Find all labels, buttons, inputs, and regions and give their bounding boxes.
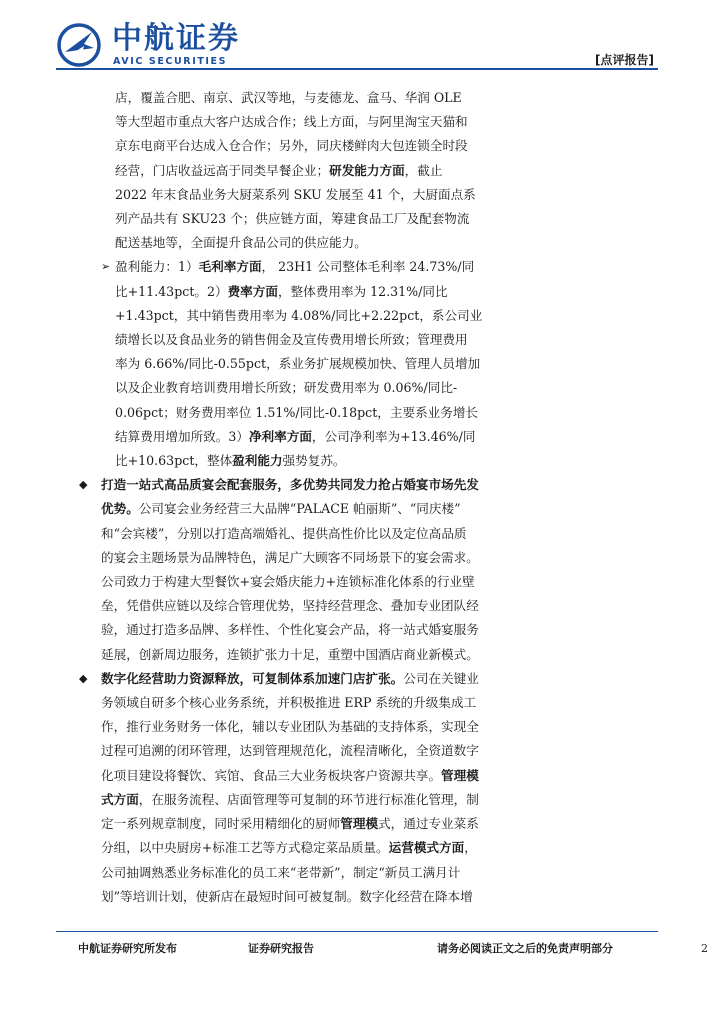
emphasis-text: 毛利率方面 [198,259,262,275]
text-line: 和“会宾楼”，分别以打造高端婚礼、提供高性价比以及定位高品质 [101,525,467,541]
page-number: 2 [701,942,708,955]
emphasis-text: 优势。 [101,501,139,517]
text-line: 划”等培训计划，使新店在最短时间可被复制。数字化经营在降本增 [101,888,473,904]
text-line: 经营，门店收益远高于同类早餐企业；研发能力方面，截止 [115,162,443,178]
emphasis-text: 数字化经营助力资源释放，可复制体系加速门店扩张。 [101,670,404,686]
company-logo [56,22,256,68]
avic-plane-icon [56,22,102,68]
text-line: 绩增长以及食品业务的销售佣金及宣传费用增长所致；管理费用 [115,332,468,348]
document-type-label: [点评报告] [595,53,654,67]
text-line: 比+10.63pct，整体盈利能力强势复苏。 [115,453,346,469]
footer-report-type: 证券研究报告 [248,942,314,955]
text-line: 列产品共有 SKU23 个；供应链方面，筹建食品工厂及配套物流 [115,211,470,227]
emphasis-text: 研发能力方面 [329,162,405,178]
text-line: 配送基地等，全面提升食品公司的供应能力。 [115,235,367,251]
report-body [0,86,724,909]
emphasis-text: 运营模式方面 [388,840,465,856]
text-line: 式方面，在服务流程、店面管理等可复制的环节进行标准化管理，制 [101,791,479,807]
emphasis-text: 费率方面 [227,283,278,299]
arrow-bullet-icon: ➢ [101,260,111,274]
text-line: 优势。公司宴会业务经营三大品牌“PALACE 帕丽斯”、“同庆楼” [101,501,461,517]
paragraph-digital-operations [79,667,724,909]
text-line: 验，通过打造多品牌、多样性、个性化宴会产品，将一站式婚宴服务 [101,622,479,638]
footer-disclaimer-note: 请务必阅读正文之后的免责声明部分 [437,942,613,955]
text-line: 过程可追溯的闭环管理，达到管理规范化，流程清晰化，全资道数字 [101,743,479,759]
paragraph-wedding-banquet [79,473,724,667]
text-line: 盈利能力：1）毛利率方面， 23H1 公司整体毛利率 24.73%/同 [115,259,475,275]
text-line: 的宴会主题场景为品牌特色，满足广大顾客不同场景下的宴会需求。 [101,549,479,565]
text-line: 定一系列规章制度，同时采用精细化的厨师管理模式，通过专业菜系 [101,816,479,832]
emphasis-text: 净利率方面 [248,428,312,444]
text-line: 分组，以中央厨房+标准工艺等方式稳定菜品质量。运营模式方面， [101,840,477,856]
paragraph-profitability [101,255,724,473]
footer-divider [56,931,658,932]
text-line: 2022 年末食品业务大厨菜系列 SKU 发展至 41 个，大厨面点系 [115,186,476,202]
text-line: 公司抽调熟悉业务标准化的员工来“老带新”，制定“新员工满月计 [101,864,461,880]
text-line: 结算费用增加所致。3）净利率方面，公司净利率为+13.46%/同 [115,428,476,444]
text-line: 化项目建设将餐饮、宾馆、食品三大业务板块客户资源共享。管理模 [101,767,479,783]
text-line: 0.06pct；财务费用率位 1.51%/同比-0.18pct，主要系业务增长 [115,404,479,420]
text-line: 以及企业教育培训费用增长所致；研发费用率为 0.06%/同比- [115,380,458,396]
emphasis-text: 式方面 [101,791,139,807]
diamond-bullet-icon: ◆ [79,671,88,685]
text-line: 店，覆盖合肥、南京、武汉等地，与麦德龙、盒马、华润 OLE [115,90,462,105]
text-line: 延展，创新周边服务，连锁扩张力十足，重塑中国酒店商业新模式。 [101,646,479,662]
text-line: 率为 6.66%/同比-0.55pct，系业务扩展规模加快、管理人员增加 [115,356,481,372]
paragraph-food-business [115,86,724,255]
logo-chinese-name: 中航证券 [112,21,240,56]
diamond-bullet-icon: ◆ [79,478,88,492]
text-line: 等大型超市重点大客户达成合作；线上方面，与阿里淘宝天猫和 [115,114,468,130]
text-line: 比+11.43pct。2）费率方面，整体费用率为 12.31%/同比 [115,283,448,299]
text-line: 作，推行业务财务一体化，辅以专业团队为基础的支持体系，实现全 [101,719,479,735]
text-line: 打造一站式高品质宴会配套服务，多优势共同发力抢占婚宴市场先发 [101,477,479,493]
emphasis-text: 盈利能力 [232,453,283,469]
text-line: 务领域自研多个核心业务系统，并积极推进 ERP 系统的升级集成工 [101,695,477,711]
header-divider [56,68,658,70]
text-line: 垒，凭借供应链以及综合管理优势，坚持经营理念、叠加专业团队经 [101,598,479,614]
emphasis-text: 管理模 [441,767,479,783]
text-line: 京东电商平台达成入仓合作；另外，同庆楼鲜肉大包连锁全时段 [115,138,468,154]
text-line: 公司致力于构建大型餐饮+宴会婚庆能力+连锁标准化体系的行业壁 [101,574,475,590]
text-line: 数字化经营助力资源释放，可复制体系加速门店扩张。公司在关键业 [101,670,479,686]
footer-publisher: 中航证券研究所发布 [78,942,177,955]
logo-english-name: AVIC SECURITIES [113,56,228,67]
text-line: +1.43pct，其中销售费用率为 4.08%/同比+2.22pct，系公司业 [115,307,483,323]
emphasis-text: 管理模 [340,816,379,832]
